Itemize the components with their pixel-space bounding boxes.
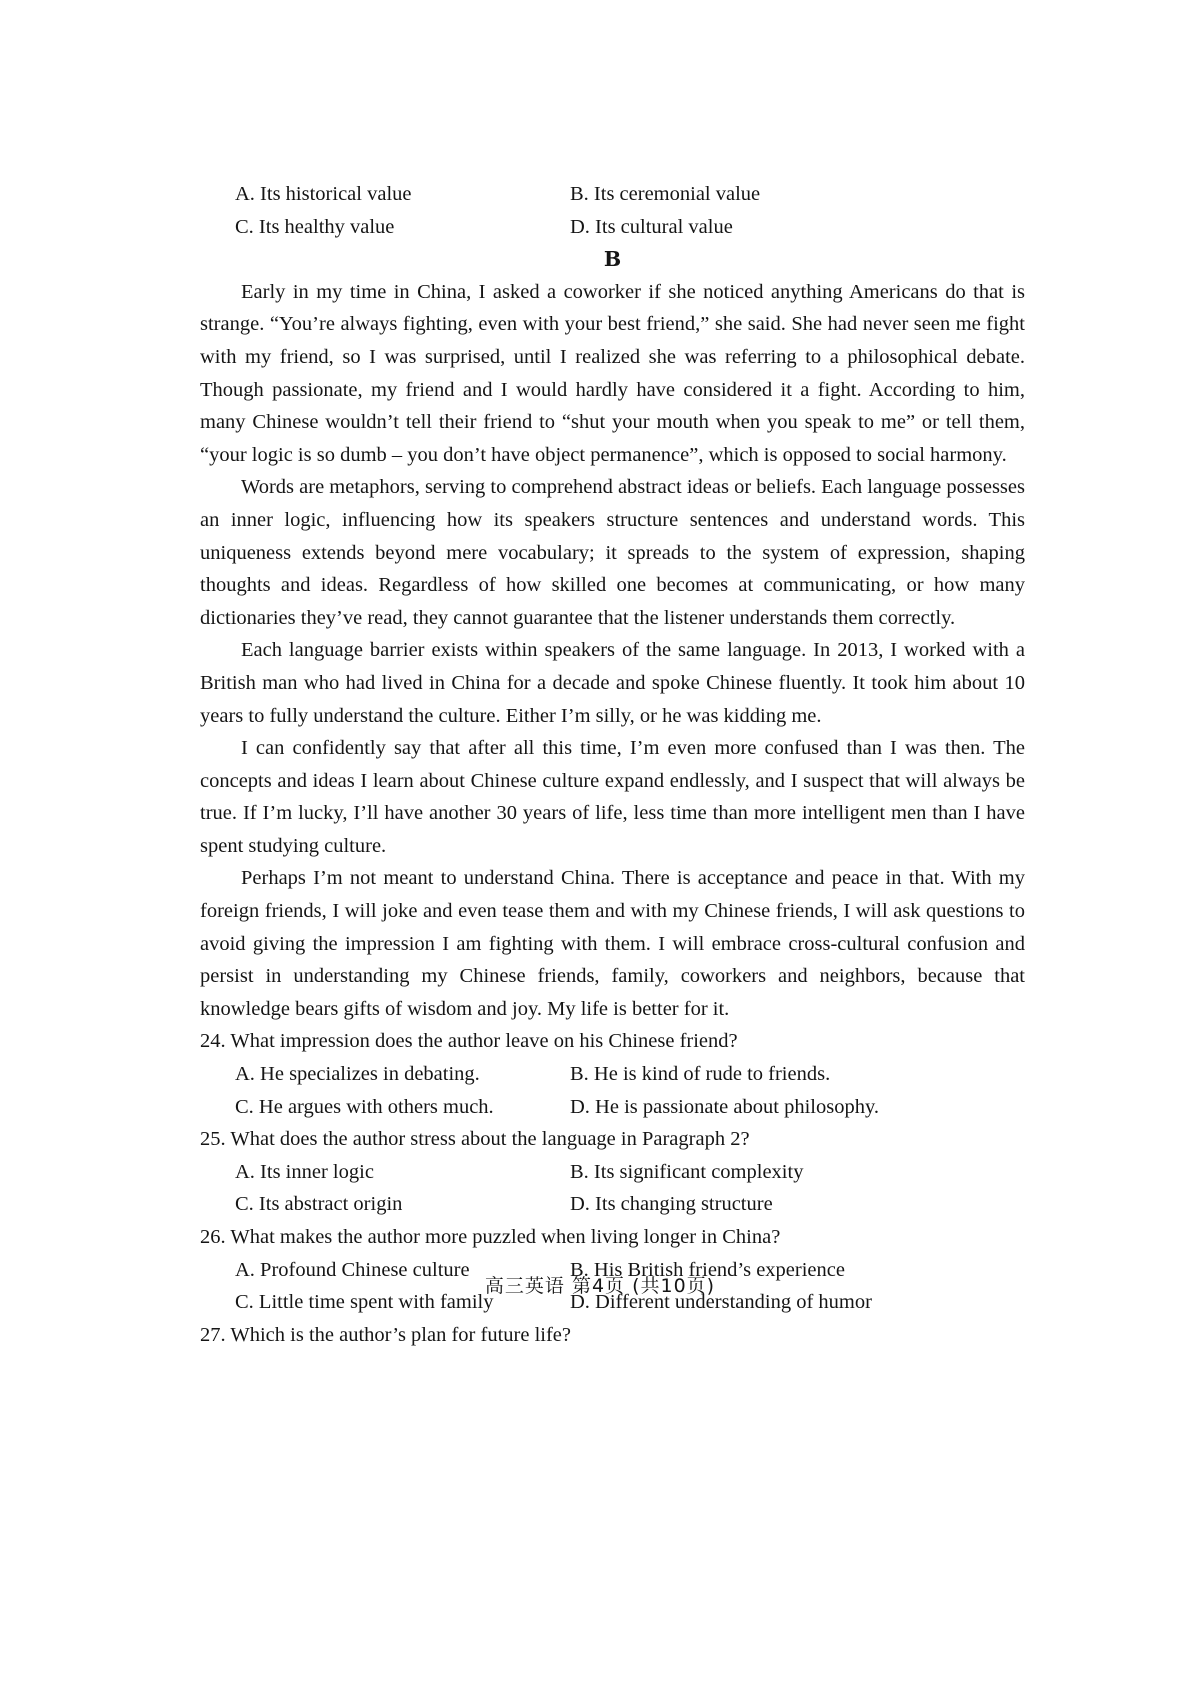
question-27 <box>200 1319 1025 1352</box>
option-row <box>200 1188 1025 1221</box>
question-25 <box>200 1123 1025 1221</box>
option-b: B. Its ceremonial value <box>570 183 761 205</box>
option-b: B. He is kind of rude to friends. <box>570 1063 831 1086</box>
page-content <box>200 178 1025 1351</box>
option-c: C. Its healthy value <box>235 215 395 238</box>
passage-paragraph-4: I can confidently say that after all this time, I’m even more confused than I was then. The concepts and ideas I learn about Chinese culture expand endlessly, and I suspect that will always be true. If I’m lucky, I’ll have another 30 years of life, less time than more intelligent men than I have spent studying culture. <box>200 737 1025 857</box>
option-d: D. Its cultural value <box>570 215 733 238</box>
question-stem: 26. What makes the author more puzzled when living longer in China? <box>200 1226 781 1248</box>
question-26 <box>200 1221 1025 1319</box>
option-c: C. Little time spent with family <box>235 1291 494 1314</box>
option-d: D. Its changing structure <box>570 1193 773 1216</box>
question-stem: 27. Which is the author’s plan for future life? <box>200 1323 571 1346</box>
option-row <box>200 211 1025 244</box>
option-d: D. Different understanding of humor <box>570 1291 872 1314</box>
option-b: B. Its significant complexity <box>570 1160 804 1183</box>
option-row <box>200 1156 1025 1189</box>
passage-paragraph-1: Early in my time in China, I asked a coworker if she noticed anything Americans do that is strange. “You’re always fighting, even with your best friend,” she said. She had never seen me fight with my friend, so I was surprised, until I realized she was referring to a philosophical debate. Though passionate, my friend and I would hardly have considered it a fight. According to him, many Chinese wouldn’t tell their friend to “shut your mouth when you speak to me” or tell them, “your logic is so dumb – you don’t have object permanence”, which is opposed to social harmony. <box>200 280 1025 466</box>
passage-paragraph-3: Each language barrier exists within speakers of the same language. In 2013, I worked with a British man who had lived in China for a decade and spoke Chinese fluently. It took him about 10 years to fully understand the culture. Either I’m silly, or he was kidding me. <box>200 639 1025 727</box>
option-row <box>200 1091 1025 1124</box>
option-a: A. Its inner logic <box>235 1160 374 1183</box>
option-row <box>200 178 1025 211</box>
option-c: C. Its abstract origin <box>235 1193 403 1216</box>
passage-paragraph-2: Words are metaphors, serving to comprehend abstract ideas or beliefs. Each language possesses an inner logic, influencing how its speakers structure sentences and understand words. This uniqueness extends beyond mere vocabulary; it spreads to the system of expression, shaping thoughts and ideas. Regardless of how skilled one becomes at communicating, or how many dictionaries they’ve read, they cannot guarantee that the listener understands them correctly. <box>200 476 1025 629</box>
option-row <box>200 1058 1025 1091</box>
question-stem: 24. What impression does the author leave on his Chinese friend? <box>200 1030 738 1053</box>
option-b: B. His British friend’s experience <box>570 1258 845 1281</box>
reading-passage <box>200 276 1025 1026</box>
option-a: A. Its historical value <box>235 183 412 205</box>
option-a: A. Profound Chinese culture <box>235 1258 470 1281</box>
option-c: C. He argues with others much. <box>235 1095 494 1118</box>
option-a: A. He specializes in debating. <box>235 1063 480 1086</box>
option-d: D. He is passionate about philosophy. <box>570 1095 879 1118</box>
previous-question-options <box>200 178 1025 243</box>
question-stem: 25. What does the author stress about the language in Paragraph 2? <box>200 1128 750 1151</box>
section-heading: B <box>603 247 622 272</box>
question-24 <box>200 1025 1025 1123</box>
page-footer: 高三英语 第4页 (共10页) <box>484 1275 716 1297</box>
passage-paragraph-5: Perhaps I’m not meant to understand China. There is acceptance and peace in that. With my foreign friends, I will joke and even tease them and with my Chinese friends, I will ask questions to avoid giving the impression I am fighting with them. I will embrace cross-cultural confusion and persist in understanding my Chinese friends, family, coworkers and neighbors, because that knowledge bears gifts of wisdom and joy. My life is better for it. <box>200 867 1025 1020</box>
